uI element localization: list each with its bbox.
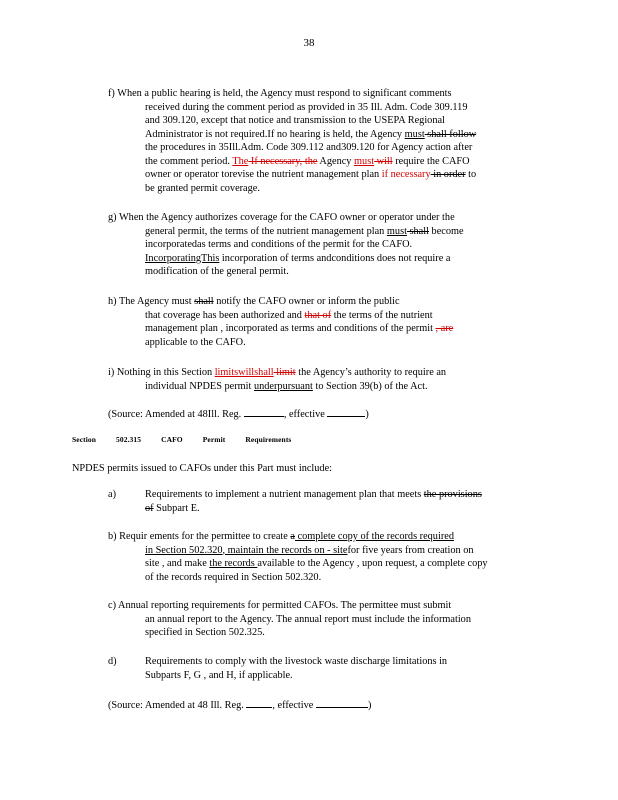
paragraph-f-line-8: be granted permit coverage. — [145, 182, 260, 194]
paragraph-i-line-1: i) Nothing in this Section limitswillshall limit the Agency’s authority to require an — [108, 367, 447, 378]
paragraph-h-line-1: h) The Agency must shall notify the CAFO owner or inform the public — [108, 296, 400, 307]
paragraph-g-line-2: general permit, the terms of the nutrient management plan must shall become — [145, 225, 464, 237]
paragraph-i — [108, 366, 536, 393]
effective-blank — [316, 697, 368, 708]
paragraph-c-line-3: specified in Section 502.325. — [145, 627, 265, 638]
paragraph-h-line-3: management plan , incorporated as terms and conditions of the permit , are — [145, 323, 454, 334]
paragraph-f-line-6: the comment period. The If necessary, the Agency must will require the CAFO — [145, 155, 470, 167]
paragraph-g-line-1: g) When the Agency authorizes coverage for the CAFO owner or operator under the — [108, 212, 455, 223]
paragraph-a-line-1: a) Requirements to implement a nutrient management plan that meets the provisions — [108, 489, 482, 500]
paragraph-f-line-3: and 309.120, except that notice and transmission to the USEPA Regional — [145, 115, 445, 126]
page-number: 38 — [303, 37, 315, 49]
paragraph-h — [108, 295, 536, 349]
paragraph-b-line-4: of the records required in Section 502.320. — [145, 571, 322, 583]
paragraph-d — [108, 655, 536, 682]
paragraph-c — [108, 599, 536, 640]
paragraph-h-line-4: applicable to the CAFO. — [145, 336, 246, 348]
paragraph-f-line-2: received during the comment period as provided in 35 Ill. Adm. Code 309.119 — [145, 101, 468, 113]
paragraph-h-line-2: that coverage has been authorized and that of the terms of the nutrient — [145, 309, 433, 321]
paragraph-d-line-1: d) Requirements to comply with the livestock waste discharge limitations in — [108, 656, 448, 667]
paragraph-c-line-1: c) Annual reporting requirements for permitted CAFOs. The permittee must submit — [108, 600, 452, 611]
paragraph-f — [108, 87, 536, 195]
paragraph-f-line-4: Administrator is not required.If no hearing is held, the Agency must shall follow — [145, 128, 477, 140]
paragraph-f-line-1: f) When a public hearing is held, the Agency must respond to significant comments — [108, 88, 452, 99]
paragraph-f-line-7: owner or operator torevise the nutrient management plan if necessary in order to — [145, 169, 477, 180]
section-heading: Section 502.315 CAFO Permit Requirements — [72, 435, 292, 444]
paragraph-g — [108, 211, 536, 279]
paragraph-b-line-3: site , and make the records available to the Agency , upon request, a complete copy — [145, 558, 488, 569]
section-intro: NPDES permits issued to CAFOs under this Part must include: — [72, 463, 332, 474]
paragraph-d-line-2: Subparts F, G , and H, if applicable. — [145, 669, 293, 681]
reg-blank — [244, 406, 284, 417]
source-note-2: (Source: Amended at 48 Ill. Reg. , effective ) — [108, 697, 538, 713]
paragraph-g-line-4: IncorporatingThis incorporation of terms andconditions does not require a — [145, 252, 451, 264]
paragraph-b-line-2: in Section 502.320, maintain the records on - sitefor five years from creation on — [145, 544, 474, 556]
paragraph-i-line-2: individual NPDES permit underpursuant to Section 39(b) of the Act. — [145, 380, 428, 392]
paragraph-c-line-2: an annual report to the Agency. The annual report must include the information — [145, 613, 471, 625]
paragraph-b-line-1: b) Requir ements for the permittee to create a complete copy of the records required — [108, 531, 454, 542]
paragraph-a — [108, 488, 536, 515]
paragraph-b — [108, 530, 536, 584]
paragraph-f-line-5: the procedures in 35Ill.Adm. Code 309.112 and309.120 for Agency action after — [145, 142, 473, 153]
reg-blank — [246, 697, 272, 708]
source-note-1: (Source: Amended at 48Ill. Reg. , effective ) — [108, 406, 538, 422]
paragraph-g-line-3: incorporatedas terms and conditions of the permit for the CAFO. — [145, 239, 413, 250]
effective-blank — [327, 406, 365, 417]
paragraph-g-line-5: modification of the general permit. — [145, 266, 289, 277]
paragraph-a-line-2: of Subpart E. — [145, 502, 200, 514]
